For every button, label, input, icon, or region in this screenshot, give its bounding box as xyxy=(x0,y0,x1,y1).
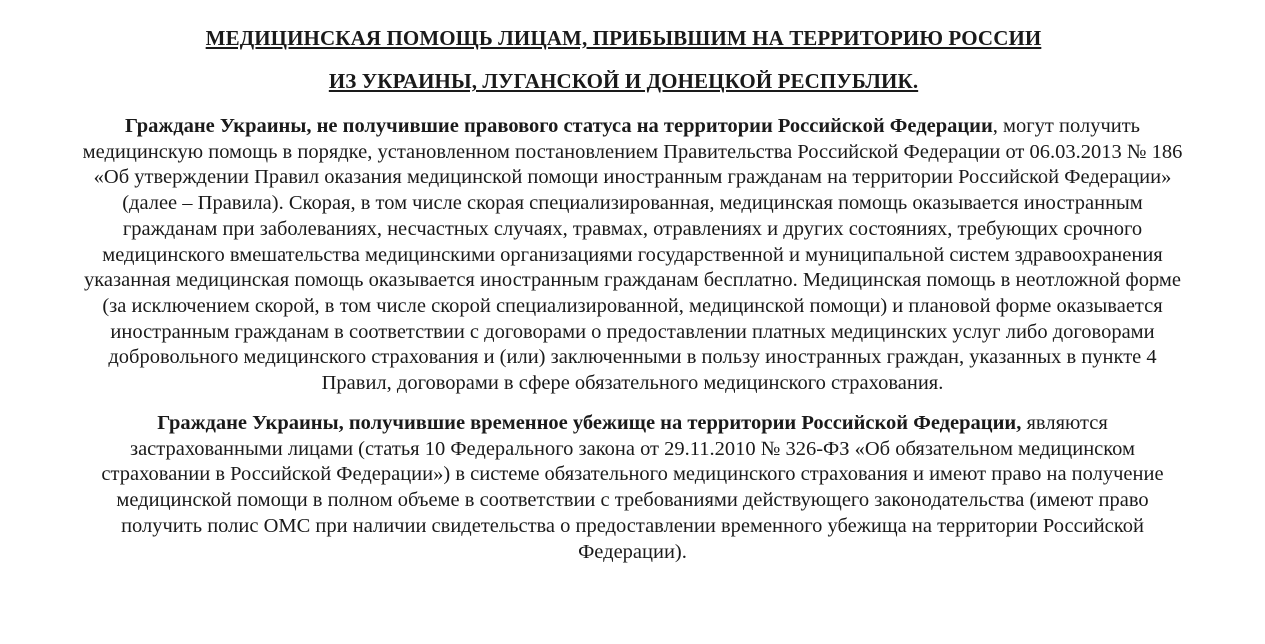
paragraph-line: гражданам при заболеваниях, несчастных случаях, травмах, отравлениях и других состояниях, требующих срочного xyxy=(122,217,1143,240)
document-title-line-1: МЕДИЦИНСКАЯ ПОМОЩЬ ЛИЦАМ, ПРИБЫВШИМ НА ТЕРРИТОРИЮ РОССИИ xyxy=(205,26,1042,50)
paragraph-line: страховании в Российской Федерации») в системе обязательного медицинского страхования и имеют право на получение xyxy=(101,463,1164,486)
document-title-line-2: ИЗ УКРАИНЫ, ЛУГАНСКОЙ И ДОНЕЦКОЙ РЕСПУБЛИК. xyxy=(328,69,919,93)
bold-lead: Граждане Украины, получившие временное убежище на территории Российской Федерации, xyxy=(157,412,1022,434)
paragraph-line: (далее – Правила). Скорая, в том числе скорая специализированная, медицинская помощь оказывается иностранным xyxy=(122,192,1143,215)
paragraph-line: «Об утверждении Правил оказания медицинской помощи иностранным гражданам на территории Российской Федерации» xyxy=(93,166,1172,189)
paragraph-line: медицинской помощи в полном объеме в соответствии с требованиями действующего законодательства (имеют право xyxy=(116,489,1149,512)
paragraph-not-status xyxy=(0,114,1265,397)
paragraph-line: застрахованными лицами (статья 10 Федерального закона от 29.11.2010 № 326-ФЗ «Об обязательном медицинском xyxy=(129,437,1136,460)
paragraph-temporary-asylum xyxy=(0,411,1265,565)
line-text: , могут получить xyxy=(992,115,1141,137)
paragraph-line: получить полис ОМС при наличии свидетельства о предоставлении временного убежища на территории Российской xyxy=(121,514,1144,537)
paragraph-line: иностранным гражданам в соответствии с договорами о предоставлении платных медицинских услуг либо договорами xyxy=(110,320,1155,343)
bold-lead: Граждане Украины, не получившие правового статуса на территории Российской Федерации xyxy=(124,115,993,137)
paragraph-line: медицинского вмешательства медицинскими организациями государственной и муниципальной систем здравоохранения xyxy=(102,243,1163,266)
line-text: являются xyxy=(1021,412,1108,434)
paragraph-line: Правил, договорами в сфере обязательного медицинского страхования. xyxy=(321,372,944,395)
paragraph-line xyxy=(0,411,1265,437)
paragraph-line: (за исключением скорой, в том числе скорой специализированной, медицинской помощи) и плановой форме оказывается xyxy=(102,294,1163,317)
paragraph-line: медицинскую помощь в порядке, установленном постановлением Правительства Российской Федерации от 06.03.2013 № 186 xyxy=(82,140,1183,163)
paragraph-line: указанная медицинская помощь оказывается иностранным гражданам бесплатно. Медицинская помощь в неотложной форме xyxy=(84,269,1181,292)
paragraph-line: добровольного медицинского страхования и (или) заключенными в пользу иностранных граждан, указанных в пункте 4 xyxy=(108,346,1157,369)
paragraph-line xyxy=(0,114,1265,140)
paragraph-line: Федерации). xyxy=(578,540,687,563)
